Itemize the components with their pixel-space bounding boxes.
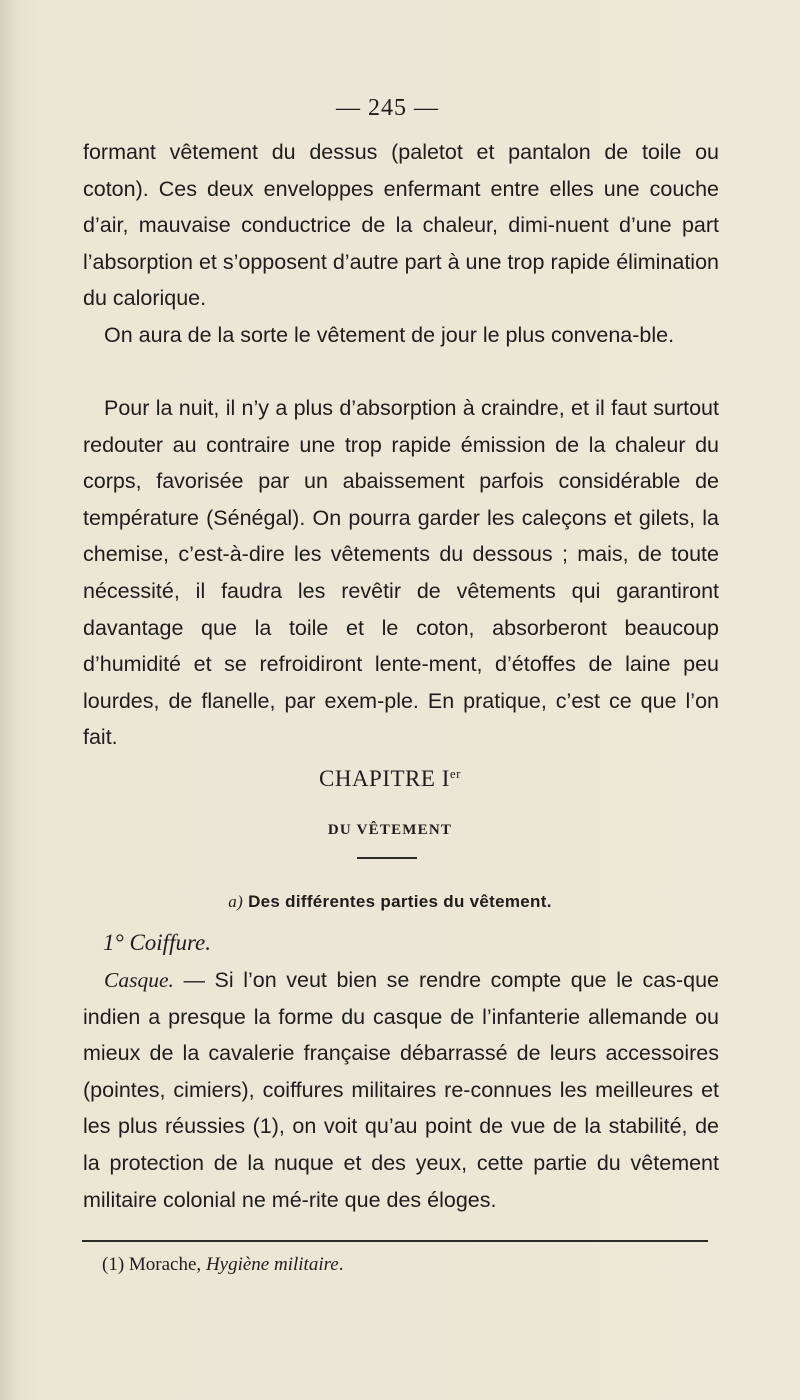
chapter-subtitle: DU VÊTEMENT (327, 822, 453, 838)
paragraph-casque (83, 962, 719, 1218)
section-heading-text: Des différentes parties du vêtement. (248, 892, 552, 911)
paragraph-text: formant vêtement du dessus (paletot et pantalon de toile ou coton). Ces deux enveloppes enfermant entre elles une couche d’air, mauvaise conductrice de la chaleur, dimi-nuent d’une part l’absorption et s’opposent d’autre part à une trop rapide élimination du calorique. (83, 140, 719, 311)
chapter-title-superscript: er (449, 766, 461, 781)
paragraph-text: Pour la nuit, il n’y a plus d’absorption à craindre, et il faut surtout redouter au contraire une trop rapide émission de la chaleur du corps, favorisée par un abaissement parfois considérable de température (Sénégal). On pourra garder les caleçons et gilets, la chemise, c’est-à-dire les vêtements du dessous ; mais, de toute nécessité, il faudra les revêtir de vêtements qui garantiront davantage que la toile et le coton, absorberont beaucoup d’humidité et se refroidiront lente-ment, d’étoffes de laine peu lourdes, de flanelle, par exem-ple. En pratique, c’est ce que l’on fait. (83, 396, 719, 750)
footnote-divider (82, 1240, 708, 1242)
chapter-divider (357, 857, 417, 859)
paragraph-text: On aura de la sorte le vêtement de jour le plus convena-ble. (104, 323, 675, 347)
footnote-number: (1) Morache, (102, 1254, 206, 1275)
chapter-title (0, 766, 780, 792)
paragraph-night-clothing (83, 390, 719, 756)
footnote-end: . (338, 1254, 344, 1275)
footnote (102, 1254, 343, 1276)
subheading-coiffure: 1° Coiffure. (103, 930, 212, 955)
paragraph-body: — Si l’on veut bien se rendre compte que le cas-que indien a presque la forme du casque de l’infanterie allemande ou mieux de la cavalerie française débarrassé de leurs accessoires (pointes, cimiers), coiffures militaires re-connues les meilleures et les plus réussies (1), on voit qu’au point de vue de la stabilité, de la protection de la nuque et des yeux, cette partie du vêtement militaire colonial ne mé-rite que des éloges. (83, 968, 719, 1212)
paragraph-lead-term: Casque. (104, 968, 174, 992)
paragraph-day-clothing (83, 317, 719, 354)
paragraph-text (83, 962, 719, 1218)
page-number: — 245 — (336, 95, 439, 121)
footnote-title: Hygiène militaire (205, 1254, 339, 1275)
paragraph-continuation (83, 134, 719, 317)
chapter-title-text: CHAPITRE I (319, 766, 450, 791)
section-heading (0, 892, 780, 912)
section-letter: a) (228, 892, 244, 911)
